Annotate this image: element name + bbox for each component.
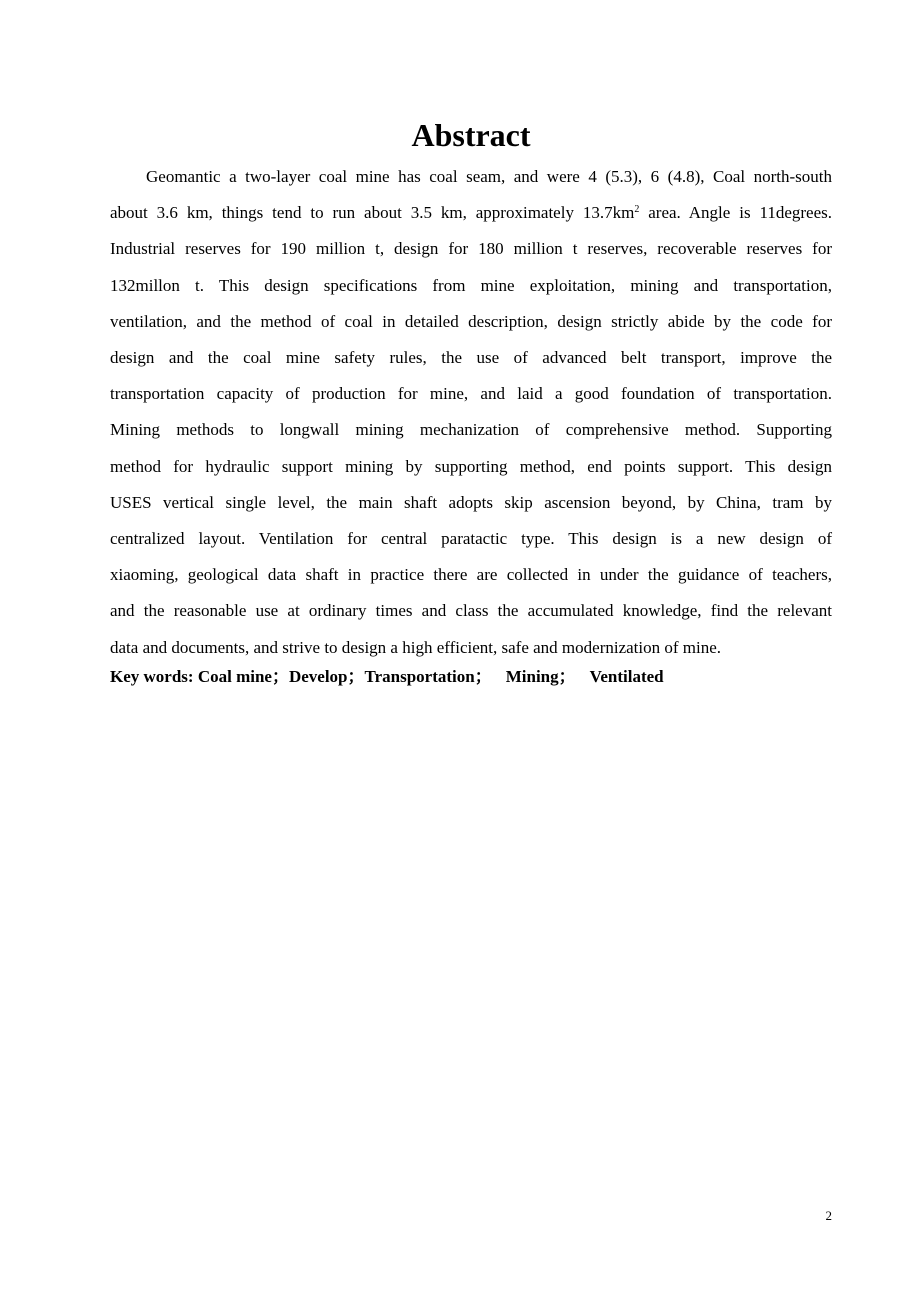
body-line: xiaoming, geological data shaft in practice there are collected in under the guidance of teachers, [110, 565, 832, 585]
area-superscript: 2 [634, 204, 640, 216]
body-line-tail: area. Angle is 11degrees. [639, 203, 832, 223]
body-line: Mining methods to longwall mining mechanization of comprehensive method. Supporting [110, 420, 832, 440]
body-line: method for hydraulic support mining by supporting method, end points support. This design [110, 456, 832, 476]
keyword-separator: ； [347, 667, 365, 686]
body-line: data and documents, and strive to design a high efficient, safe and modernization of mine. [110, 637, 722, 657]
body-line: centralized layout. Ventilation for central paratactic type. This design is a new design of [110, 529, 832, 549]
keyword-separator: ； [474, 667, 492, 686]
keyword-item: Mining [505, 667, 559, 686]
body-line: design and the coal mine safety rules, the use of advanced belt transport, improve the [110, 348, 832, 368]
keyword-separator: ； [558, 667, 576, 686]
body-line: and the reasonable use at ordinary times and class the accumulated knowledge, find the relevant [110, 601, 832, 621]
body-line: transportation capacity of production for mine, and laid a good foundation of transportation. [110, 384, 832, 404]
keyword-item: Develop [288, 667, 348, 686]
keywords-label: Key words: [110, 667, 198, 686]
body-line: Geomantic a two-layer coal mine has coal seam, and were 4 (5.3), 6 (4.8), Coal north-south [146, 167, 832, 186]
keyword-item: Coal mine [197, 667, 272, 686]
page-number: 2 [825, 1208, 832, 1223]
body-line [110, 195, 832, 231]
body-line: USES vertical single level, the main shaft adopts skip ascension beyond, by China, tram by [110, 492, 832, 512]
body-line: Industrial reserves for 190 million t, design for 180 million t reserves, recoverable reserves for [110, 239, 832, 259]
body-line-text: about 3.6 km, things tend to run about 3.5 km, approximately 13.7km [110, 203, 635, 223]
body-line: 132millon t. This design specifications from mine exploitation, mining and transportation, [110, 275, 832, 295]
keyword-item: Transportation [364, 667, 475, 686]
keywords-line [110, 663, 664, 691]
body-line: ventilation, and the method of coal in detailed description, design strictly abide by the code for [110, 311, 832, 331]
keyword-item: Ventilated [589, 667, 664, 686]
keyword-separator: ； [271, 667, 289, 686]
abstract-body [110, 159, 832, 666]
abstract-title: Abstract [411, 117, 531, 153]
